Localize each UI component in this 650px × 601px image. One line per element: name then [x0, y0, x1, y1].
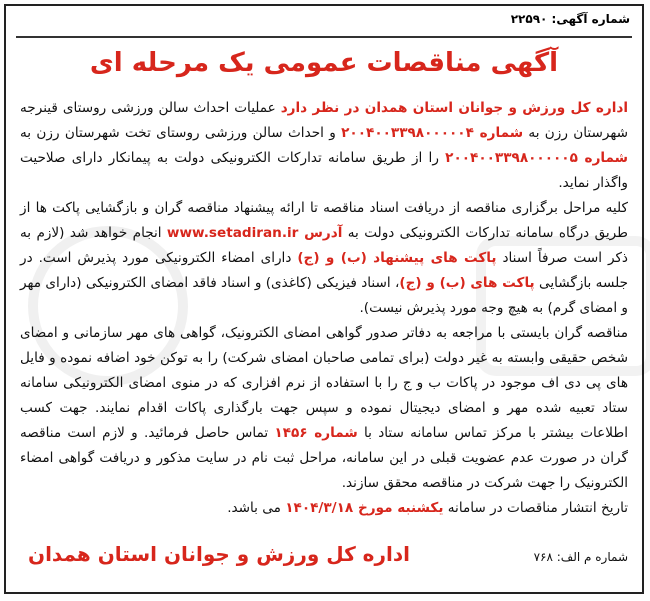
footer — [20, 542, 628, 576]
text: ، اسناد فیزیکی (کاغذی) و اسناد فاقد امضای الکترونیکی (دارای مهر و امضای گرم) به هیچ وجه مورد پذیرش نیست). — [20, 275, 628, 316]
paragraph-3 — [20, 321, 628, 496]
highlight: پاکت های پیشنهاد (ب) و (ج) — [297, 250, 497, 266]
highlight: پاکت های (ب) و (ج) — [399, 275, 535, 291]
text: تماس حاصل فرمائید. و لازم است مناقصه گران در صورت عدم عضویت قبلی در این سامانه، مراحل ثبت نام در سایت مذکور و دریافت گواهی امضاء الکترونیک را جهت شرکت در مناقصه محقق سازند. — [20, 425, 628, 491]
contact-number: شماره ۱۴۵۶ — [274, 425, 358, 441]
notice-body — [20, 96, 628, 521]
notice-frame — [4, 4, 644, 594]
text: می باشد. — [227, 500, 286, 516]
text: را از طریق سامانه تدارکات الکترونیکی دولت به پیمانکار دارای صلاحیت واگذار نماید. — [20, 150, 628, 191]
text: تاریخ انتشار مناقصات در سامانه — [443, 500, 628, 516]
paragraph-1 — [20, 96, 628, 196]
text: و احداث سالن ورزشی روستای تخت شهرستان رزن به — [20, 125, 342, 141]
website-address: آدرس www.setadiran.ir — [166, 225, 343, 241]
publish-date: یکشنبه مورخ ۱۴۰۴/۳/۱۸ — [285, 500, 444, 516]
top-bar — [16, 12, 632, 34]
organization-signature: اداره کل ورزش و جوانان استان همدان — [28, 542, 410, 566]
tender-number-2: شماره ۲۰۰۴۰۰۳۳۹۸۰۰۰۰۰۵ — [445, 150, 628, 166]
text: کلیه مراحل برگزاری مناقصه از دریافت اسناد مناقصه تا ارائه پیشنهاد مناقصه گران و بازگشایی پاکت ها از طریق درگاه سامانه تدارکات الکترونیکی دولت به — [20, 200, 629, 241]
text: انجام خواهد شد (لازم به ذکر است صرفاً اسناد — [20, 225, 628, 266]
text: دارای امضاء الکترونیکی مورد پذیرش است. در جلسه بازگشایی — [20, 250, 628, 291]
notice-number: شماره آگهی: ۲۲۵۹۰ — [510, 12, 630, 26]
paragraph-4 — [20, 496, 628, 521]
tender-number-1: شماره ۲۰۰۴۰۰۳۳۹۸۰۰۰۰۰۴ — [341, 125, 524, 141]
reference-code: شماره م الف: ۷۶۸ — [533, 550, 628, 564]
text: مناقصه گران بایستی با مراجعه به دفاتر صدور گواهی امضای الکترونیک، گواهی های مهر سازمانی و امضای شخص حقیقی وابسته به غیر دولت (برای تمامی صاحبان امضای شرکت) را به توکن خود اضافه نموده و فایل های پی دی اف موجود در پاکات ب و ج را با استفاده از نرم افزاری که در منوی امضای الکترونیکی سامانه ستاد تعبیه شده مهر و امضای دیجیتال نموده و سپس جهت بارگذاری پاکات اقدام نمایند. جهت کسب اطلاعات بیشتر با مرکز تماس سامانه ستاد با — [20, 325, 629, 441]
organization-lead: اداره کل ورزش و جوانان استان همدان در نظر دارد — [280, 100, 629, 116]
divider — [16, 36, 632, 38]
paragraph-2 — [20, 196, 628, 321]
text: عملیات احداث سالن ورزشی روستای قینرجه شهرستان رزن به — [20, 100, 629, 141]
page-title: آگهی مناقصات عمومی یک مرحله ای — [89, 48, 559, 78]
